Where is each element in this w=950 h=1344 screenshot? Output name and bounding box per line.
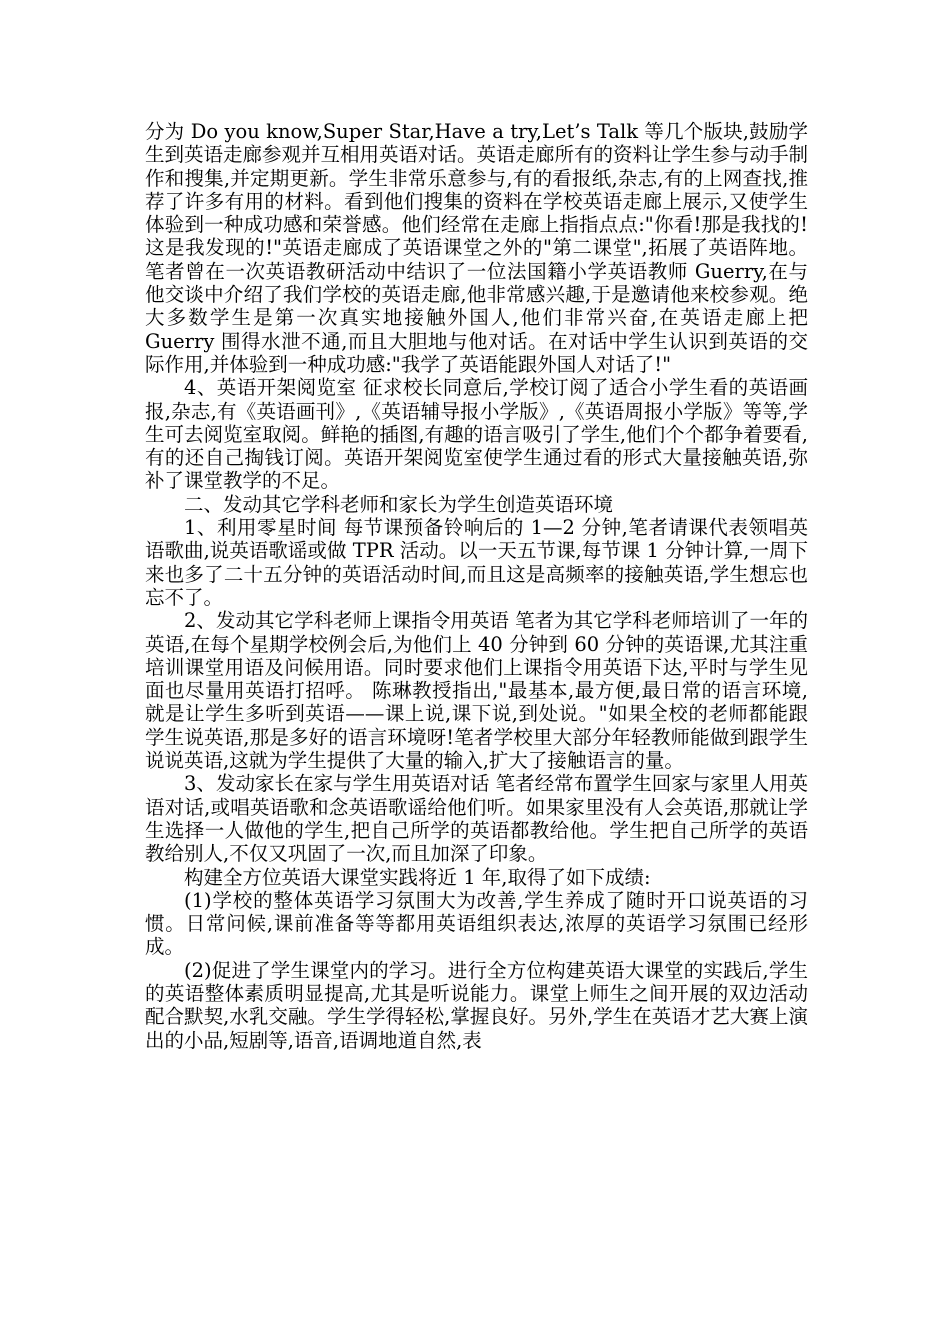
paragraph: 3、发动家长在家与学生用英语对话 笔者经常布置学生回家与家里人用英语对话,或唱英语歌和念英语歌谣给他们听。如果家里没有人会英语,那就让学生选择一人做他的学生,把自己所学的英语都教给他。学生把自己所学的英语教给别人,不仅又巩固了一次,而且加深了印象。 (145, 772, 808, 866)
paragraph: 1、利用零星时间 每节课预备铃响后的 1—2 分钟,笔者请课代表领唱英语歌曲,说英语歌谣或做 TPR 活动。以一天五节课,每节课 1 分钟计算,一周下来也多了二十五分钟的英语活动时间,而且这是高频率的接触英语,学生想忘也忘不了。 (145, 516, 808, 609)
document-body (145, 120, 808, 1052)
paragraph: 构建全方位英语大课堂实践将近 1 年,取得了如下成绩: (184, 865, 651, 889)
paragraph: 4、英语开架阅览室 征求校长同意后,学校订阅了适合小学生看的英语画报,杂志,有《英语画刊》,《英语辅导报小学版》,《英语周报小学版》等等,学生可去阅览室取阅。鲜艳的插图,有趣的语言吸引了学生,他们个个都争着要看,有的还自己掏钱订阅。英语开架阅览室使学生通过看的形式大量接触英语,弥补了课堂教学的不足。 (145, 376, 808, 493)
paragraph: (1)学校的整体英语学习氛围大为改善,学生养成了随时开口说英语的习惯。日常问候,课前准备等等都用英语组织表达,浓厚的英语学习氛围已经形成。 (145, 888, 808, 959)
section-heading: 二、发动其它学科老师和家长为学生创造英语环境 (184, 492, 614, 516)
paragraph: (2)促进了学生课堂内的学习。进行全方位构建英语大课堂的实践后,学生的英语整体素质明显提高,尤其是听说能力。课堂上师生之间开展的双边活动配合默契,水乳交融。学生学得轻松,掌握良好。另外,学生在英语才艺大赛上演出的小品,短剧等,语音,语调地道自然,表 (145, 958, 808, 1052)
paragraph: 2、发动其它学科老师上课指令用英语 笔者为其它学科老师培训了一年的英语,在每个星期学校例会后,为他们上 40 分钟到 60 分钟的英语课,尤其注重培训课堂用语及问候用语。同时要求他们上课指令用英语下达,平时与学生见面也尽量用英语打招呼。 陈琳教授指出,"最基本,最方便,最日常的语言环境,就是让学生多听到英语——课上说,课下说,到处说。"如果全校的老师都能跟学生说英语,那是多好的语言环境呀!笔者学校里大部分年轻教师能做到跟学生说说英语,这就为学生提供了大量的输入,扩大了接触语言的量。 (145, 609, 808, 773)
paragraph: 分为 Do you know,Super Star,Have a try,Let’s Talk 等几个版块,鼓励学生到英语走廊参观并互相用英语对话。英语走廊所有的资料让学生参与动手制作和搜集,并定期更新。学生非常乐意参与,有的看报纸,杂志,有的上网查找,推荐了许多有用的材料。看到他们搜集的资料在学校英语走廊上展示,又使学生体验到一种成功感和荣誉感。他们经常在走廊上指指点点:"你看!那是我找的!这是我发现的!"英语走廊成了英语课堂之外的"第二课堂",拓展了英语阵地。 笔者曾在一次英语教研活动中结识了一位法国籍小学英语教师 Guerry,在与他交谈中介绍了我们学校的英语走廊,他非常感兴趣,于是邀请他来校参观。绝大多数学生是第一次真实地接触外国人,他们非常兴奋,在英语走廊上把 Guerry 围得水泄不通,而且大胆地与他对话。在对话中学生认识到英语的交际作用,并体验到一种成功感:"我学了英语能跟外国人对话了!" (145, 120, 809, 376)
